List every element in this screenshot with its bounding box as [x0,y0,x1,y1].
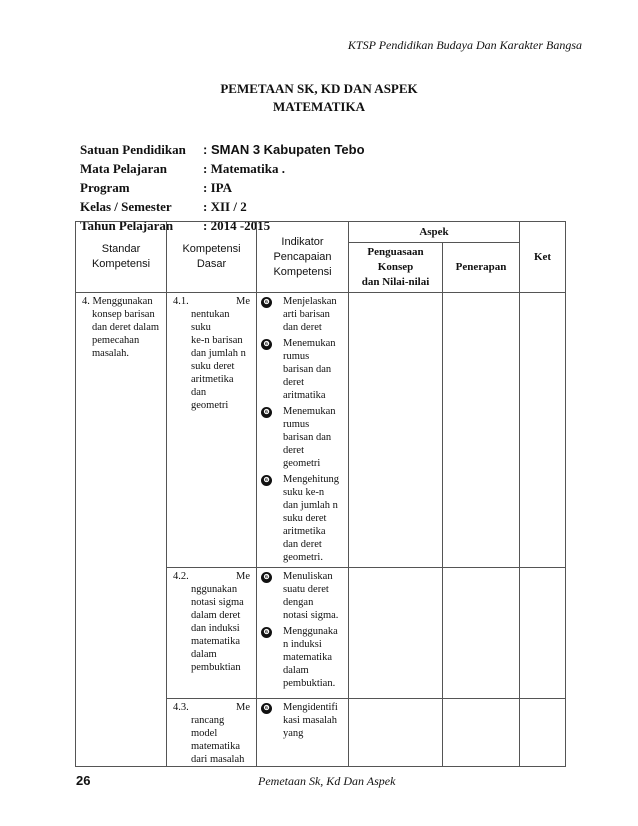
list-item: ❻ Menjelaskan arti barisan dan deret [261,295,344,334]
penguasaan-cell [349,699,443,767]
bullet-icon: ❻ [261,570,283,622]
penguasaan-cell [349,293,443,568]
standar-kompetensi-cell: 4. Menggunakan konsep barisan dan deret dalam pemecahan masalah. [76,293,167,767]
kompetensi-dasar-cell: 4.3. Me rancang model matematika dari masalah [167,699,257,767]
indikator-cell [257,568,349,699]
running-header: KTSP Pendidikan Budaya Dan Karakter Bangsa [347,38,582,52]
ket-cell [520,699,566,767]
penerapan-cell [443,568,520,699]
list-item: ❻ Mengidentifi kasi masalah yang [261,701,344,740]
header-indikator: Indikator Pencapaian Kompetensi [257,222,349,293]
list-item: ❻ Mengehitung suku ke-n dan jumlah n suku deret aritmetika dan deret geometri. [261,473,344,564]
page-title [0,80,638,116]
penguasaan-cell [349,568,443,699]
meta-value: : SMAN 3 Kabupaten Tebo [203,142,365,157]
bullet-icon: ❻ [261,337,283,402]
list-item: ❻ Menuliskan suatu deret dengan notasi sigma. [261,570,344,622]
header-standar-kompetensi: Standar Kompetensi [76,222,167,293]
meta-value: : Matematika . [203,160,285,176]
header-penerapan: Penerapan [443,243,520,293]
meta-row [80,159,365,178]
bullet-icon: ❻ [261,405,283,470]
footer-title: Pemetaan Sk, Kd Dan Aspek [258,774,396,788]
kompetensi-dasar-cell: 4.2. Me nggunakan notasi sigma dalam deret dan induksi matematika dalam pembuktian [167,568,257,699]
meta-value: : XII / 2 [203,198,247,214]
header-aspek: Aspek [349,222,520,243]
ket-cell [520,568,566,699]
meta-key: Satuan Pendidikan [80,141,186,157]
list-item: ❻ Menggunaka n induksi matematika dalam pembuktian. [261,625,344,690]
bullet-icon: ❻ [261,625,283,690]
meta-key: Mata Pelajaran [80,160,168,176]
page-footer [0,773,638,793]
header-ket: Ket [520,222,566,293]
meta-value: : 2014 -2015 [203,217,271,233]
header-kompetensi-dasar: Kompetensi Dasar [167,222,257,293]
meta-row [80,197,365,216]
page-number: 26 [76,773,91,788]
header-row [76,222,566,243]
list-item: ❻ Menemukan rumus barisan dan deret aritmatika [261,337,344,402]
kompetensi-dasar-cell: 4.1. Me nentukan suku ke-n barisan dan jumlah n suku deret aritmetika dan geometri [167,293,257,568]
meta-row [80,178,365,197]
bullet-icon: ❻ [261,701,283,740]
list-item: ❻ Menemukan rumus barisan dan deret geometri [261,405,344,470]
title-line-1: PEMETAAN SK, KD DAN ASPEK [220,81,418,96]
penerapan-cell [443,293,520,568]
meta-key: Tahun Pelajaran [80,217,174,233]
ket-cell [520,293,566,568]
indikator-cell [257,293,349,568]
mapping-table [75,221,566,767]
meta-key: Program [80,179,130,195]
bullet-icon: ❻ [261,473,283,564]
bullet-icon: ❻ [261,295,283,334]
table-row [76,293,566,568]
title-line-2: MATEMATIKA [273,99,365,114]
indikator-cell [257,699,349,767]
meta-value: : IPA [203,179,233,195]
penerapan-cell [443,699,520,767]
meta-row [80,140,365,159]
meta-key: Kelas / Semester [80,198,172,214]
header-penguasaan-konsep: Penguasaan Konsep dan Nilai-nilai [349,243,443,293]
